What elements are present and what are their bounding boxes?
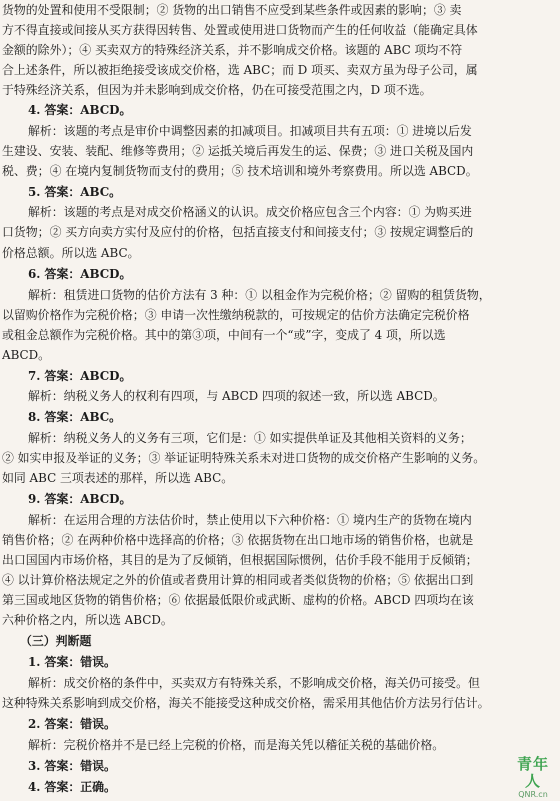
- text-line: ABCD。: [2, 348, 51, 362]
- text-line: 第三国或地区货物的销售价格；⑥ 依据最低限价或武断、虚构的价格。ABCD 四项均在该: [2, 593, 474, 607]
- explanation-line: 解析：租赁进口货物的估价方法有 3 种：① 以租金作为完税价格；② 留购的租赁货物，: [28, 288, 491, 302]
- text-line: ② 如实申报及举证的义务；③ 举证证明特殊关系未对进口货物的成交价格产生影响的义务。: [2, 451, 486, 465]
- answer-heading: 7. 答案：ABCD。: [28, 369, 132, 383]
- answer-heading: 5. 答案：ABC。: [28, 185, 122, 199]
- answer-heading: 3. 答案：错误。: [28, 759, 116, 773]
- answer-heading: 8. 答案：ABC。: [28, 410, 122, 424]
- text-line: 以留购价格作为完税价格；③ 申请一次性缴纳税款的，可按规定的估价方法确定完税价格: [2, 308, 470, 322]
- text-line: 金额的除外）；④ 买卖双方的特殊经济关系，并不影响成交价格。该题的 ABC 项均不符: [2, 43, 463, 57]
- section-heading: （三）判断题: [20, 634, 92, 648]
- text-line: 如同 ABC 三项表述的那样，所以选 ABC。: [2, 471, 234, 485]
- text-line: 出口国国内市场价格，其目的是为了反倾销，但根据国际惯例，估价手段不能用于反倾销；: [2, 553, 478, 567]
- text-line: 口货物；② 买方向卖方实付及应付的价格，包括直接支付和间接支付；③ 按规定调整后的: [2, 225, 474, 239]
- text-line: 价格总额。所以选 ABC。: [2, 246, 140, 260]
- explanation-line: 解析：纳税义务人的权利有四项，与 ABCD 四项的叙述一致，所以选 ABCD。: [28, 389, 445, 403]
- answer-heading: 4. 答案：ABCD。: [28, 103, 132, 117]
- answer-heading: 6. 答案：ABCD。: [28, 267, 132, 281]
- explanation-line: 解析：纳税义务人的义务有三项，它们是：① 如实提供单证及其他相关资料的义务；: [28, 431, 472, 445]
- answer-heading: 2. 答案：错误。: [28, 717, 116, 731]
- text-line: 税、费；④ 在境内复制货物而支付的费用；⑤ 技术培训和境外考察费用。所以选 ABCD。: [2, 164, 478, 178]
- answer-heading: 9. 答案：ABCD。: [28, 492, 132, 506]
- text-line: ④ 以计算价格法规定之外的价值或者费用计算的相同或者类似货物的价格；⑤ 依据出口到: [2, 573, 474, 587]
- watermark-text: 青年人: [516, 755, 549, 790]
- text-line: 六种价格之内，所以选 ABCD。: [2, 613, 173, 627]
- text-line: 这种特殊关系影响到成交价格，海关不能接受这种成交价格，需采用其他估价方法另行估计。: [2, 696, 490, 710]
- text-line: 生建设、安装、装配、维修等费用；② 运抵关境后再发生的运、保费；③ 进口关税及国内: [2, 144, 474, 158]
- text-line: 于特殊经济关系，但因为并未影响到成交价格，仍在可接受范围之内，D 项不选。: [2, 83, 432, 97]
- watermark-logo: [510, 756, 556, 799]
- text-line: 方不得直接或间接从买方获得因转售、处置或使用进口货物而产生的任何收益（能确定具体: [2, 23, 478, 37]
- explanation-line: 解析：该题的考点是对成交价格涵义的认识。成交价格应包含三个内容：① 为购买进: [28, 205, 472, 219]
- answer-heading: 4. 答案：正确。: [28, 780, 116, 794]
- text-line: 销售价格；② 在两种价格中选择高的价格；③ 依据货物在出口地市场的销售价格，也就是: [2, 533, 474, 547]
- explanation-line: 解析：在运用合理的方法估价时，禁止使用以下六种价格：① 境内生产的货物在境内: [28, 513, 472, 527]
- text-line: 或租金总额作为完税价格。其中的第③项，中间有一个“或”字，变成了 4 项，所以选: [2, 328, 446, 342]
- text-line: 货物的处置和使用不受限制；② 货物的出口销售不应受到某些条件或因素的影响；③ 卖: [2, 3, 462, 17]
- explanation-line: 解析：成交价格的条件中，买卖双方有特殊关系，不影响成交价格，海关仍可接受。但: [28, 676, 480, 690]
- text-line: 合上述条件，所以被拒绝接受该成交价格，选 ABC；而 D 项买、卖双方虽为母子公司，属: [2, 63, 478, 77]
- explanation-line: 解析：完税价格并不是已经上完税的价格，而是海关凭以稽征关税的基础价格。: [28, 738, 445, 752]
- watermark-url: QNR.cn: [518, 790, 548, 799]
- explanation-line: 解析：该题的考点是审价中调整因素的扣减项目。扣减项目共有五项：① 进境以后发: [28, 124, 472, 138]
- answer-heading: 1. 答案：错误。: [28, 655, 116, 669]
